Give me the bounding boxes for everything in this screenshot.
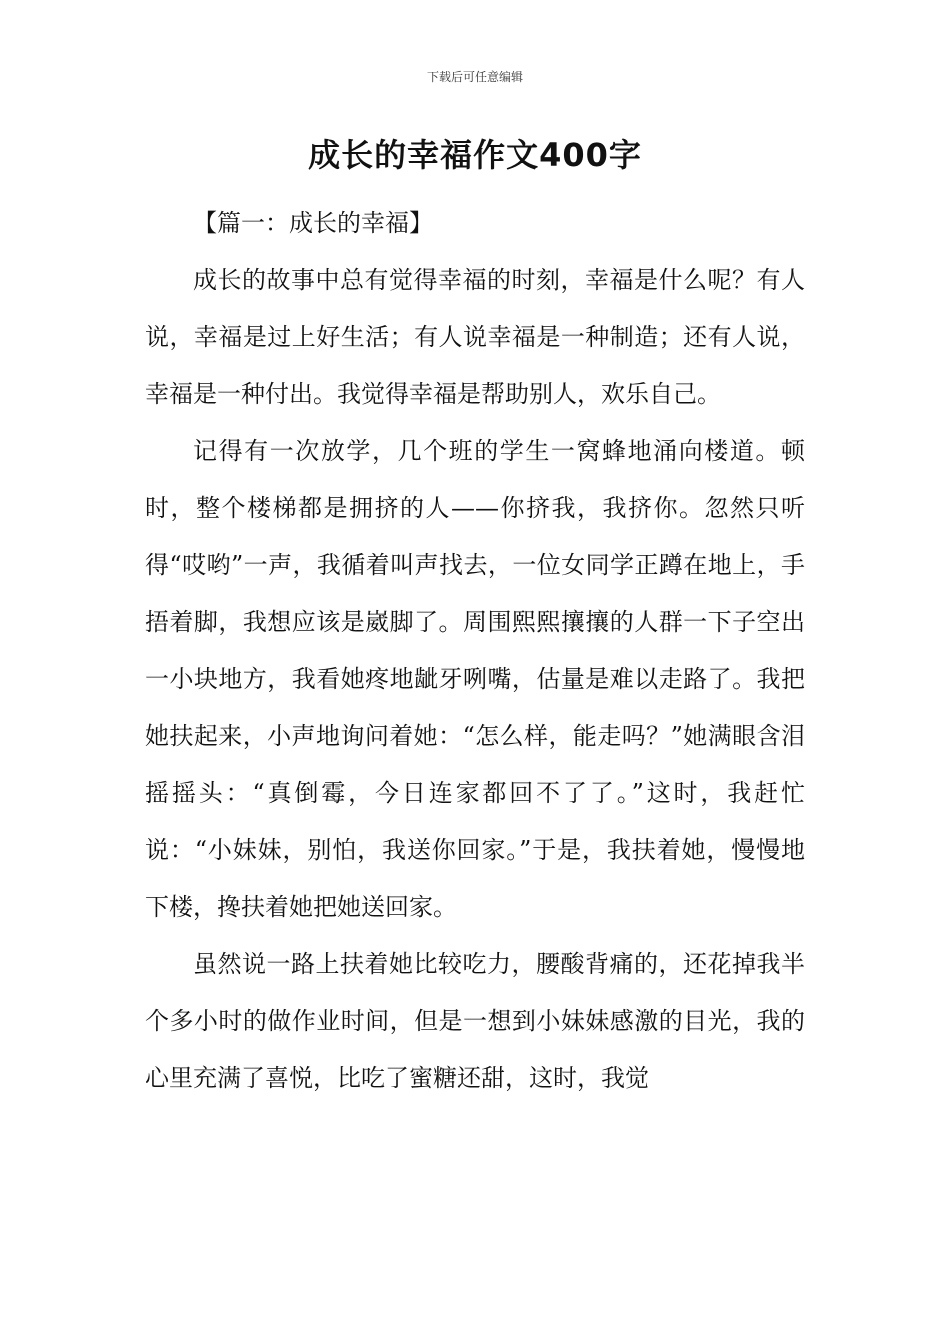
paragraph-3: 虽然说一路上扶着她比较吃力，腰酸背痛的，还花掉我半个多小时的做作业时间，但是一想到小妹妹感激的目光，我的心里充满了喜悦，比吃了蜜糖还甜，这时，我觉 [145, 950, 805, 1092]
paragraph-1: 成长的故事中总有觉得幸福的时刻，幸福是什么呢？有人说，幸福是过上好生活；有人说幸福是一种制造；还有人说，幸福是一种付出。我觉得幸福是帮助别人，欢乐自己。 [145, 266, 805, 408]
document-title: 成长的幸福作文400字 [308, 136, 642, 174]
document-body [145, 195, 805, 1107]
header-note: 下载后可任意编辑 [426, 70, 523, 84]
section-heading: 【篇一：成长的幸福】 [193, 209, 433, 237]
paragraph-2: 记得有一次放学，几个班的学生一窝蜂地涌向楼道。顿时，整个楼梯都是拥挤的人——你挤我，我挤你。忽然只听得“哎哟”一声，我循着叫声找去，一位女同学正蹲在地上，手捂着脚，我想应该是崴脚了。周围熙熙攘攘的人群一下子空出一小块地方，我看她疼地龇牙咧嘴，估量是难以走路了。我把她扶起来，小声地询问着她：“怎么样，能走吗？”她满眼含泪摇摇头：“真倒霉，今日连家都回不了了。”这时，我赶忙说：“小妹妹，别怕，我送你回家。”于是，我扶着她，慢慢地下楼，搀扶着她把她送回家。 [145, 437, 805, 921]
